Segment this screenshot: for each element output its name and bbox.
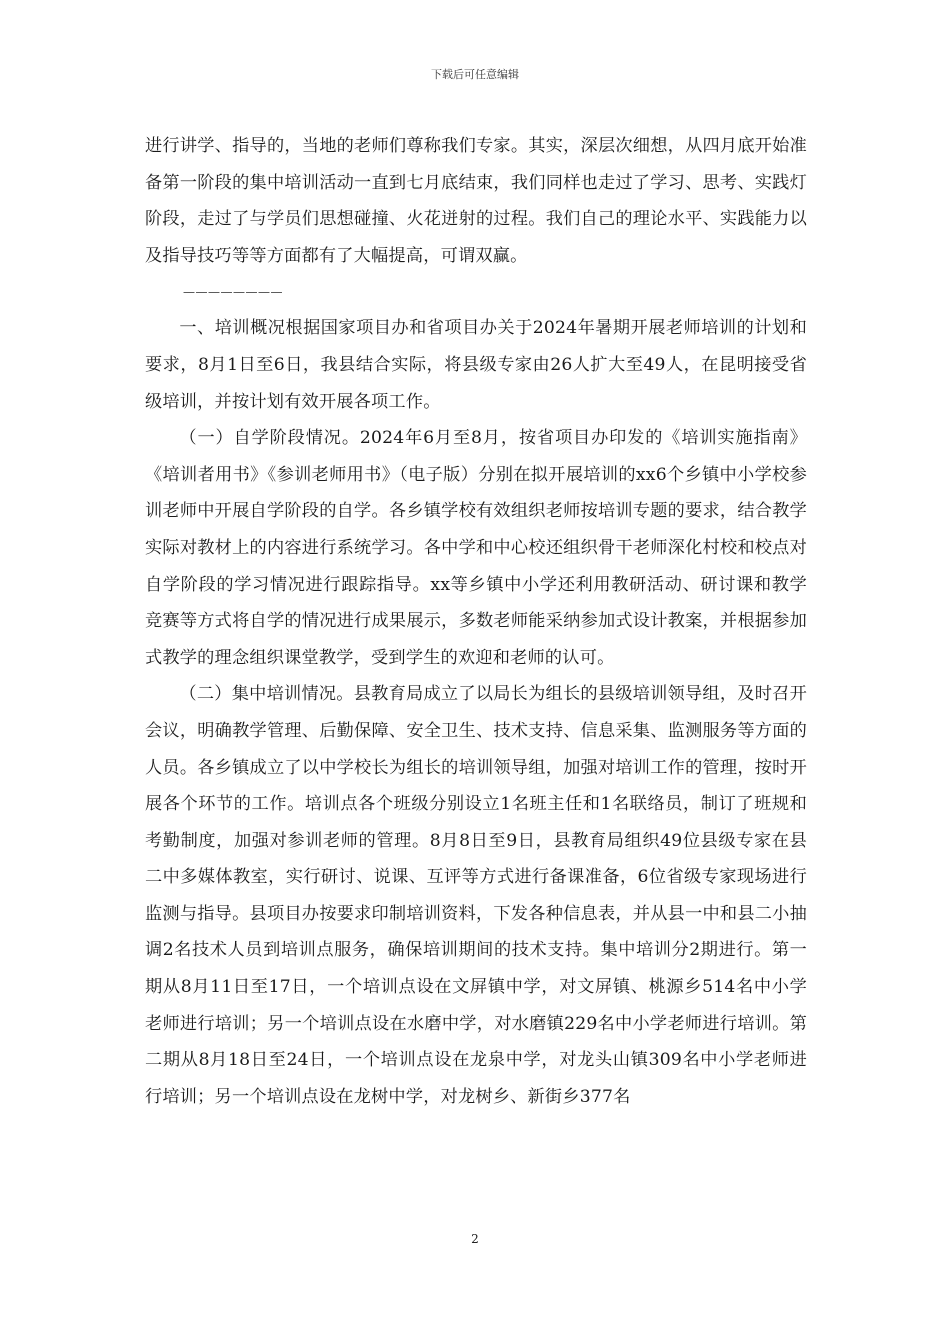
section-separator: ———————— <box>183 285 283 300</box>
paragraph-training-overview: 一、培训概况根据国家项目办和省项目办关于2024年暑期开展老师培训的计划和要求，8月1日至6日，我县结合实际，将县级专家由26人扩大至49人，在昆明接受省级培训，并按计划有效开展各项工作。 <box>145 318 807 412</box>
paragraph-self-study: （一）自学阶段情况。2024年6月至8月，按省项目办印发的《培训实施指南》《培训者用书》《参训老师用书》（电子版）分别在拟开展培训的xx6个乡镇中小学校参训老师中开展自学阶段的自学。各乡镇学校有效组织老师按培训专题的要求，结合教学实际对教材上的内容进行系统学习。各中学和中心校还组织骨干老师深化村校和校点对自学阶段的学习情况进行跟踪指导。xx等乡镇中小学还利用教研活动、研讨课和教学竞赛等方式将自学的情况进行成果展示，多数老师能采纳参加式设计教案，并根据参加式教学的理念组织课堂教学，受到学生的欢迎和老师的认可。 <box>145 428 807 668</box>
paragraph-conclusion: 进行讲学、指导的，当地的老师们尊称我们专家。其实，深层次细想，从四月底开始准备第一阶段的集中培训活动一直到七月底结束，我们同样也走过了学习、思考、实践灯阶段，走过了与学员们思想碰撞、火花迸射的过程。我们自己的理论水平、实践能力以及指导技巧等等方面都有了大幅提高，可谓双赢。 <box>145 136 807 266</box>
paragraph-centralized-training: （二）集中培训情况。县教育局成立了以局长为组长的县级培训领导组，及时召开会议，明确教学管理、后勤保障、安全卫生、技术支持、信息采集、监测服务等方面的人员。各乡镇成立了以中学校长为组长的培训领导组，加强对培训工作的管理，按时开展各个环节的工作。培训点各个班级分别设立1名班主任和1名联络员，制订了班规和考勤制度，加强对参训老师的管理。8月8日至9日，县教育局组织49位县级专家在县二中多媒体教室，实行研讨、说课、互评等方式进行备课准备，6位省级专家现场进行监测与指导。县项目办按要求印制培训资料，下发各种信息表，并从县一中和县二小抽调2名技术人员到培训点服务，确保培训期间的技术支持。集中培训分2期进行。第一期从8月11日至17日，一个培训点设在文屏镇中学，对文屏镇、桃源乡514名中小学老师进行培训；另一个培训点设在水磨中学，对水磨镇229名中小学老师进行培训。第二期从8月18日至24日，一个培训点设在龙泉中学，对龙头山镇309名中小学老师进行培训；另一个培训点设在龙树中学，对龙树乡、新街乡377名 <box>145 684 807 1107</box>
document-body <box>145 128 807 1115</box>
page-header: 下载后可任意编辑 <box>431 68 519 81</box>
page-number: 2 <box>471 1232 479 1246</box>
